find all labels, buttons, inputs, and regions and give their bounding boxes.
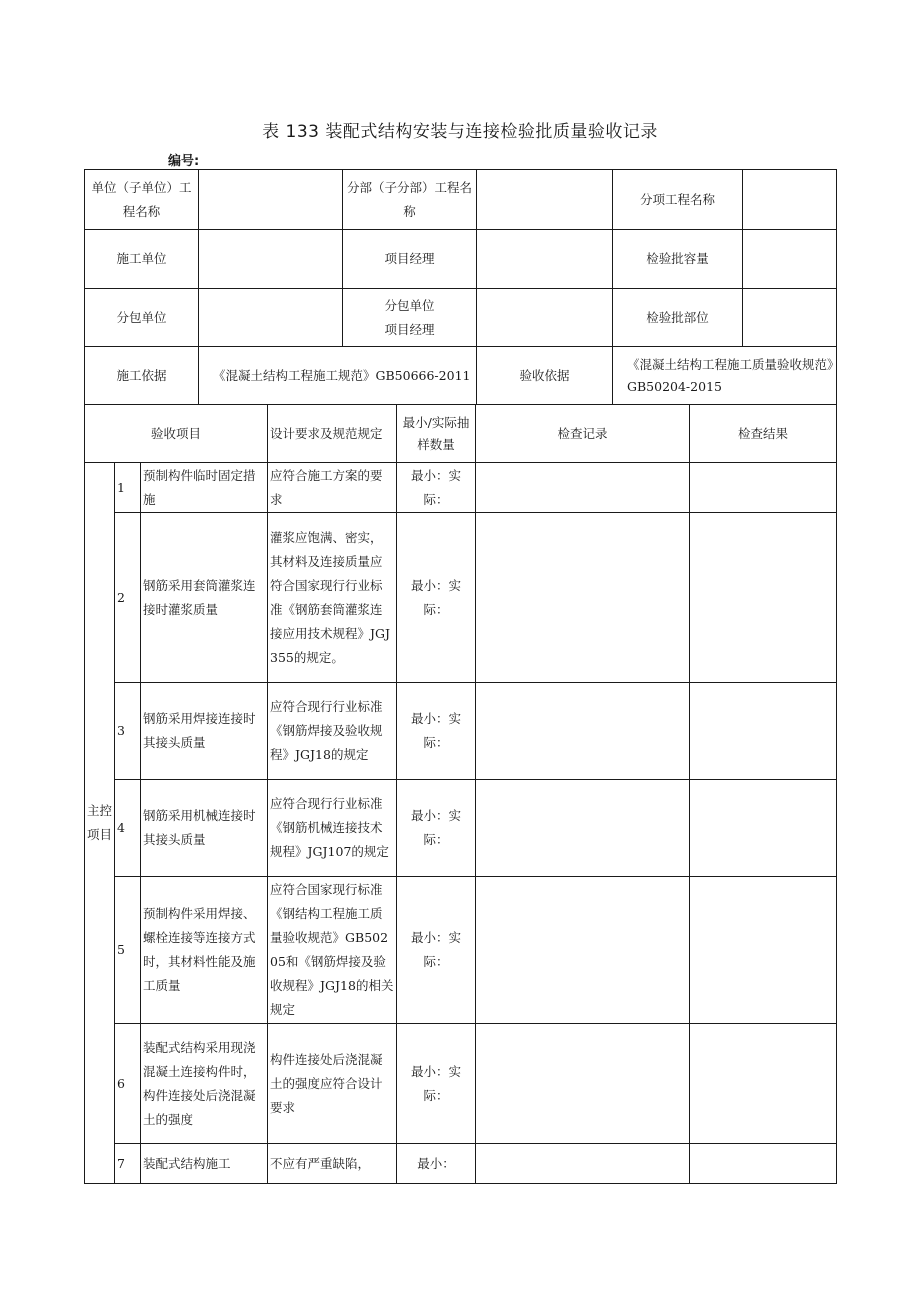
row-sample: 最小：实际： xyxy=(397,463,476,513)
row-sample: 最小：实际： xyxy=(397,513,476,683)
serial-number-label: 编号: xyxy=(168,154,200,169)
col-header-item: 验收项目 xyxy=(85,405,268,463)
row-sample: 最小：实际： xyxy=(397,683,476,780)
subcontractor-value[interactable] xyxy=(199,289,343,347)
row-item: 预制构件临时固定措施 xyxy=(141,463,268,513)
col-header-result: 检查结果 xyxy=(690,405,837,463)
row-requirement: 应符合国家现行标准《钢结构工程施工质量验收规范》GB50205和《钢筋焊接及验收规程》JGJ18的相关规定 xyxy=(268,877,397,1024)
batch-capacity-label: 检验批容量 xyxy=(613,230,743,289)
row-record[interactable] xyxy=(476,513,690,683)
row-item: 钢筋采用套筒灌浆连接时灌浆质量 xyxy=(141,513,268,683)
project-manager-value[interactable] xyxy=(477,230,613,289)
subcontractor-label: 分包单位 xyxy=(85,289,199,347)
batch-capacity-value[interactable] xyxy=(743,230,837,289)
row-item: 钢筋采用焊接连接时其接头质量 xyxy=(141,683,268,780)
project-manager-label: 项目经理 xyxy=(343,230,477,289)
page-title: 表 133 装配式结构安装与连接检验批质量验收记录 xyxy=(262,122,658,142)
row-record[interactable] xyxy=(476,780,690,877)
row-record[interactable] xyxy=(476,877,690,1024)
acceptance-basis-label: 验收依据 xyxy=(477,347,613,405)
group-label-main-control: 主控项目 xyxy=(85,463,115,1184)
row-result[interactable] xyxy=(690,1024,837,1144)
subpart-name-label: 分部（子分部）工程名称 xyxy=(343,170,477,230)
row-requirement: 不应有严重缺陷， xyxy=(268,1144,397,1184)
contractor-label: 施工单位 xyxy=(85,230,199,289)
row-number: 7 xyxy=(115,1144,141,1184)
acceptance-basis-value: 《混凝土结构工程施工质量验收规范》GB50204-2015 xyxy=(613,347,837,405)
row-requirement: 应符合施工方案的要求 xyxy=(268,463,397,513)
batch-location-value[interactable] xyxy=(743,289,837,347)
row-sample: 最小：实际： xyxy=(397,1024,476,1144)
construction-basis-label: 施工依据 xyxy=(85,347,199,405)
row-number: 5 xyxy=(115,877,141,1024)
construction-basis-value: 《混凝土结构工程施工规范》GB50666-2011 xyxy=(199,347,477,405)
unit-name-label: 单位（子单位）工程名称 xyxy=(85,170,199,230)
sub-project-manager-value[interactable] xyxy=(477,289,613,347)
row-requirement: 构件连接处后浇混凝土的强度应符合设计要求 xyxy=(268,1024,397,1144)
subpart-name-value[interactable] xyxy=(477,170,613,230)
row-requirement: 灌浆应饱满、密实，其材料及连接质量应符合国家现行行业标准《钢筋套筒灌浆连接应用技术规程》JGJ355的规定。 xyxy=(268,513,397,683)
row-record[interactable] xyxy=(476,463,690,513)
row-result[interactable] xyxy=(690,463,837,513)
row-result[interactable] xyxy=(690,683,837,780)
row-record[interactable] xyxy=(476,1144,690,1184)
row-sample: 最小： xyxy=(397,1144,476,1184)
contractor-value[interactable] xyxy=(199,230,343,289)
inspection-table xyxy=(84,404,837,1184)
sub-pm-line-2: 项目经理 xyxy=(384,321,435,337)
row-number: 2 xyxy=(115,513,141,683)
col-header-requirement: 设计要求及规范规定 xyxy=(268,405,397,463)
row-number: 3 xyxy=(115,683,141,780)
row-result[interactable] xyxy=(690,780,837,877)
row-record[interactable] xyxy=(476,1024,690,1144)
col-header-sample: 最小/实际抽样数量 xyxy=(397,405,476,463)
row-item: 装配式结构采用现浇混凝土连接构件时，构件连接处后浇混凝土的强度 xyxy=(141,1024,268,1144)
row-item: 装配式结构施工 xyxy=(141,1144,268,1184)
row-item: 钢筋采用机械连接时其接头质量 xyxy=(141,780,268,877)
row-result[interactable] xyxy=(690,1144,837,1184)
subitem-name-label: 分项工程名称 xyxy=(613,170,743,230)
row-number: 6 xyxy=(115,1024,141,1144)
row-number: 4 xyxy=(115,780,141,877)
unit-name-value[interactable] xyxy=(199,170,343,230)
row-result[interactable] xyxy=(690,877,837,1024)
row-sample: 最小：实际： xyxy=(397,877,476,1024)
subitem-name-value[interactable] xyxy=(743,170,837,230)
sub-pm-line-1: 分包单位 xyxy=(384,297,435,313)
col-header-record: 检查记录 xyxy=(476,405,690,463)
row-record[interactable] xyxy=(476,683,690,780)
row-requirement: 应符合现行行业标准《钢筋焊接及验收规程》JGJ18的规定 xyxy=(268,683,397,780)
row-sample: 最小：实际： xyxy=(397,780,476,877)
batch-location-label: 检验批部位 xyxy=(613,289,743,347)
row-number: 1 xyxy=(115,463,141,513)
header-table xyxy=(84,169,837,405)
row-result[interactable] xyxy=(690,513,837,683)
row-item: 预制构件采用焊接、螺栓连接等连接方式时，其材料性能及施工质量 xyxy=(141,877,268,1024)
sub-project-manager-label xyxy=(343,289,477,347)
row-requirement: 应符合现行行业标准《钢筋机械连接技术规程》JGJ107的规定 xyxy=(268,780,397,877)
